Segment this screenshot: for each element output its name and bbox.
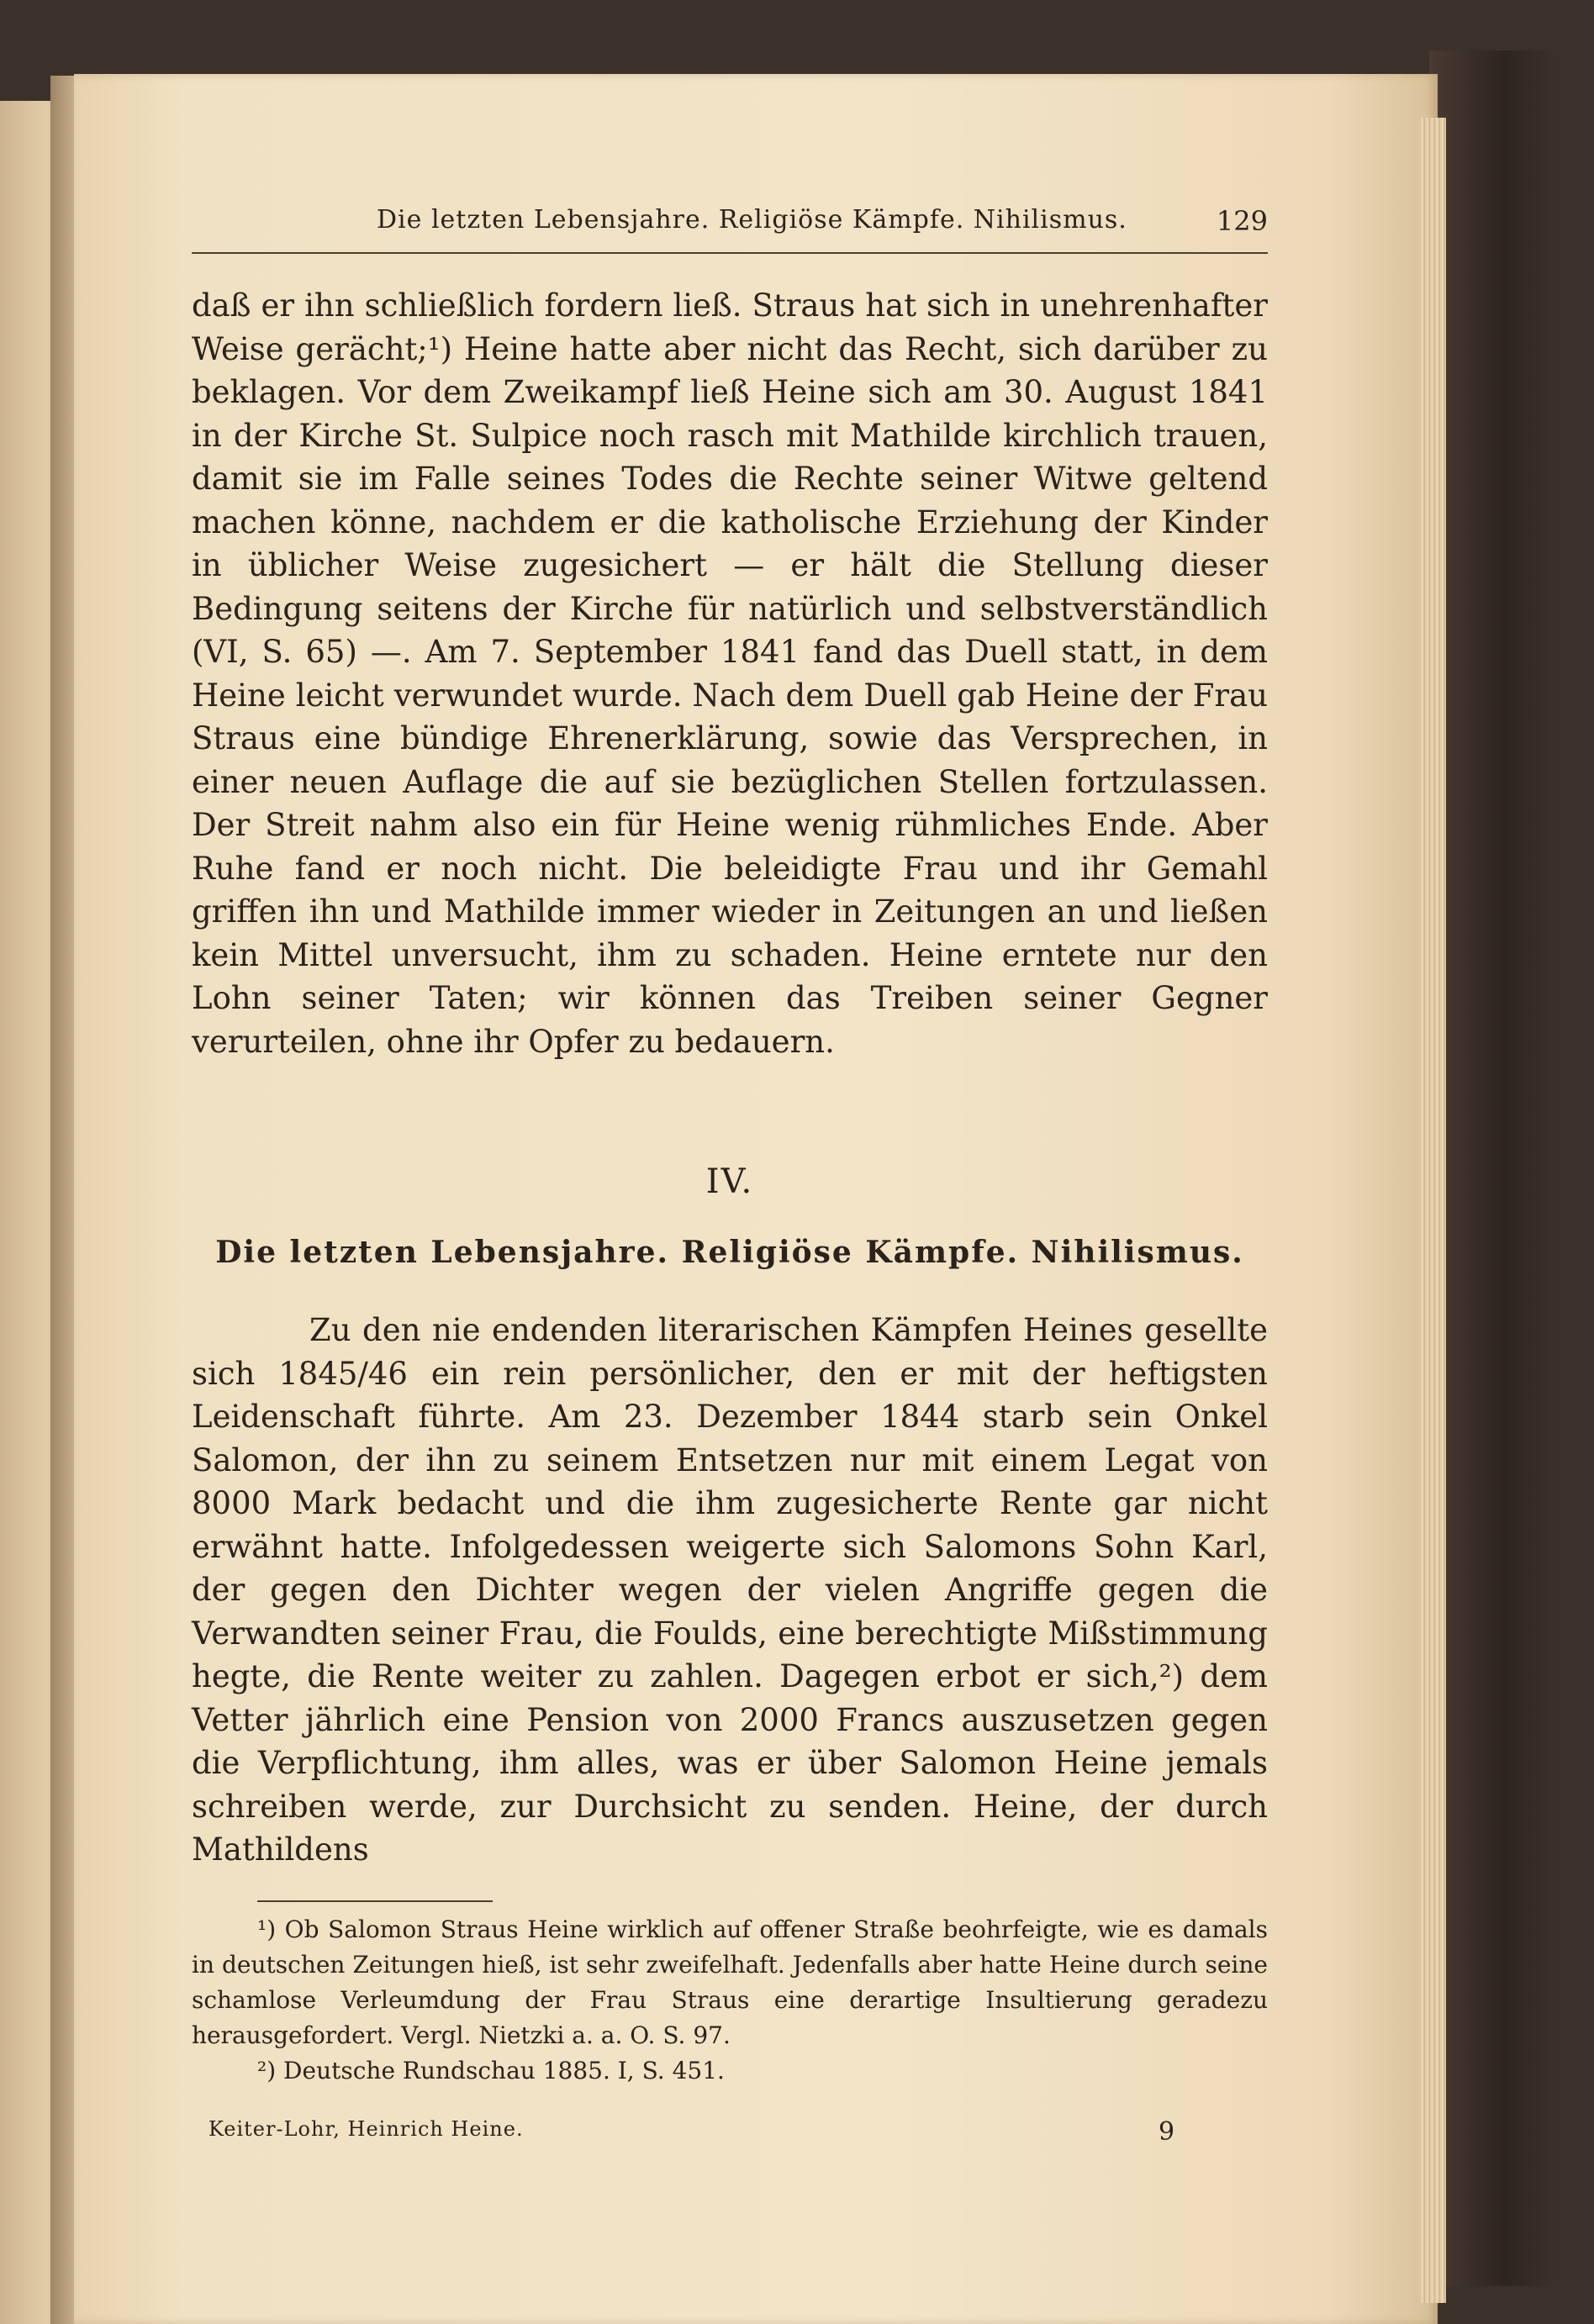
running-head — [192, 202, 1268, 254]
signature-author-title: Keiter-Lohr, Heinrich Heine. — [208, 2116, 524, 2141]
section-number: IV. — [705, 1162, 754, 1201]
body-paragraph-2: Zu den nie endenden literarischen Kämpfen Heines gesellte sich 1845/46 ein rein persönlicher, den er mit der heftigsten Leidenschaft führte. Am 23. Dezember 1844 starb sein Onkel Salomon, der ihn zu seinem Entsetzen nur mit einem Legat von 8000 Mark bedacht und die ihm zugesicherte Rente gar nicht erwähnt hatte. Infolgedessen weigerte sich Salomons Sohn Karl, der gegen den Dichter wegen der vielen Angriffe gegen die Verwandten seiner Frau, die Foulds, eine berechtigte Mißstimmung hegte, die Rente weiter zu zahlen. Dagegen erbot er sich,²) dem Vetter jährlich eine Pension von 2000 Francs auszusetzen gegen die Verpflichtung, ihm alles, was er über Salomon Heine jemals schreiben werde, zur Durchsicht zu senden. Heine, der durch Mathildens — [192, 1312, 1268, 1868]
footnote-divider — [257, 1900, 493, 1902]
signature-line — [192, 2117, 1268, 2151]
body-paragraph-1: daß er ihn schließlich fordern ließ. Straus hat sich in unehrenhafter Weise gerächt;¹) Heine hatte aber nicht das Recht, sich darüber zu beklagen. Vor dem Zweikampf ließ Heine sich am 30. August 1841 in der Kirche St. Sulpice noch rasch mit Mathilde kirchlich trauen, damit sie im Falle seines Todes die Rechte seiner Witwe geltend machen könne, nachdem er die katholische Erziehung der Kinder in üblicher Weise zugesichert — er hält die Stellung dieser Bedingung seitens der Kirche für natürlich und selbstverständlich (VI, S. 65) —. Am 7. September 1841 fand das Duell statt, in dem Heine leicht verwundet wurde. Nach dem Duell gab Heine der Frau Straus eine bündige Ehrenerklärung, sowie das Versprechen, in einer neuen Auflage die auf sie bezüglichen Stellen fortzulassen. Der Streit nahm also ein für Heine wenig rühmliches Ende. Aber Ruhe fand er noch nicht. Die beleidigte Frau und ihr Gemahl griffen ihn und Mathilde immer wieder in Zeitungen an und ließen kein Mittel unversucht, ihm zu schaden. Heine erntete nur den Lohn seiner Taten; wir können das Treiben seiner Gegner verurteilen, ohne ihr Opfer zu bedauern. — [192, 287, 1268, 1060]
page-stack-edge — [1421, 118, 1446, 2303]
running-title: Die letzten Lebensjahre. Religiöse Kämpfe. Nihilismus. — [377, 205, 1127, 235]
page-text-block — [124, 202, 1268, 2151]
signature-number: 9 — [1159, 2116, 1176, 2147]
section-title: Die letzten Lebensjahre. Religiöse Kämpfe. Nihilismus. — [215, 1235, 1244, 1270]
footnotes — [192, 1912, 1268, 2089]
page-number: 129 — [1216, 205, 1268, 237]
footnote-2: ²) Deutsche Rundschau 1885. I, S. 451. — [257, 2056, 725, 2084]
footnote-1: ¹) Ob Salomon Straus Heine wirklich auf offener Straße beohrfeigte, wie es damals in deutschen Zeitungen hieß, ist sehr zweifelhaft. Jedenfalls aber hatte Heine durch seine schamlose Verleumdung der Frau Straus eine derartige Insultierung geradezu herausgefordert. Vergl. Nietzki a. a. O. S. 97. — [192, 1915, 1268, 2049]
book-cover-edge — [1429, 50, 1555, 2286]
